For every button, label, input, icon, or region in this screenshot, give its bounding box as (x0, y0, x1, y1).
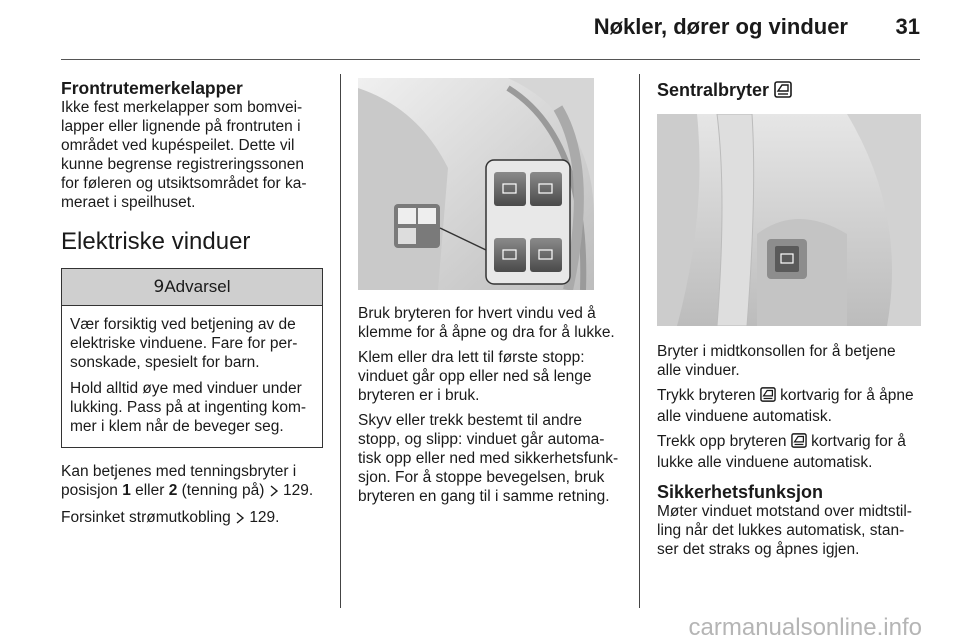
second-stop-text: Skyv eller trekk bestemt til andre stopp, og slipp: vinduet går automa-tisk opp eller ned med sikkerhetsfunk-sjon. For å stoppe bevegelsen, bruk bryteren en gang til i samme retning. (358, 412, 619, 505)
watermark: carmanualsonline.info (688, 614, 922, 641)
warning-body (62, 306, 322, 447)
open-all-text: Trykk bryteren kortvarig for å åpne alle vinduene automatisk. (657, 387, 914, 425)
delay-text: Forsinket strømutkobling 129. (61, 508, 323, 529)
page-header-title: Nøkler, dører og vinduer (593, 14, 848, 39)
window-switch-icon (791, 433, 807, 453)
page-number: 31 (895, 14, 920, 39)
warning-header (62, 269, 322, 306)
delay-page-ref[interactable]: 129. (249, 509, 280, 526)
page-reference-icon (235, 510, 245, 529)
header-divider (61, 59, 920, 60)
windshield-text: Ikke fest merkelapper som bomvei-lapper eller lignende på frontruten i området ved kupéspeilet. Dette vil kunne begrense registreringssonen for føleren og utsiktsområdet for ka-meraet i speilhuset. (61, 99, 307, 211)
page-reference-icon (269, 483, 279, 502)
safety-text: Møter vinduet motstand over midtstil-ling når det lukkes automatisk, stan-ser det straks og åpnes igjen. (657, 503, 912, 558)
warning-box (61, 268, 323, 448)
column-left (61, 78, 323, 535)
window-switch-icon (760, 387, 776, 407)
windshield-heading: Frontrutemerkelapper (61, 78, 243, 98)
ignition-page-ref[interactable]: 129. (283, 482, 314, 499)
section-title: Elektriske vinduer (61, 228, 251, 255)
warning-label: Advarsel (164, 277, 231, 296)
window-switch-icon (774, 81, 792, 102)
column-divider-2 (639, 74, 640, 608)
central-switch-heading: Sentralbryter (657, 80, 923, 102)
first-stop-text: Klem eller dra lett til første stopp: vinduet går opp eller ned så lenge bryteren er i bruk. (358, 349, 592, 404)
warning-text-2: Hold alltid øye med vinduer under lukking. Pass på at ingenting kom-mer i klem når de beveger seg. (70, 380, 307, 435)
usage-text: Bruk bryteren for hvert vindu ved å klemme for å åpne og dra for å lukke. (358, 305, 615, 341)
ignition-text: Kan betjenes med tenningsbryter i posisjon 1 eller 2 (tenning på) 129. (61, 462, 323, 502)
console-switch-text: Bryter i midtkonsollen for å betjene alle vinduer. (657, 343, 896, 379)
safety-heading: Sikkerhetsfunksjon (657, 482, 824, 502)
column-middle (358, 78, 624, 512)
warning-symbol: 9 (153, 277, 165, 297)
door-window-switches-image (358, 78, 594, 290)
close-all-text: Trekk opp bryteren kortvarig for å lukke alle vinduene automatisk. (657, 433, 906, 471)
warning-text-1: Vær forsiktig ved betjening av de elektriske vinduene. Fare for per-sonskade, spesielt for barn. (70, 316, 298, 371)
column-divider-1 (340, 74, 341, 608)
column-right (657, 78, 923, 565)
center-console-switch-image (657, 114, 921, 326)
